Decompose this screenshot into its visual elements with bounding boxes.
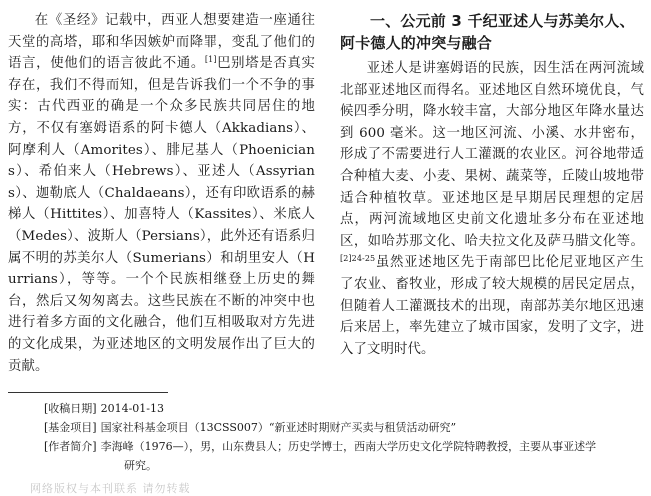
footnote-label: [基金项目] [44, 421, 97, 434]
footnote-author [8, 437, 644, 456]
bleed-through-text: 网络版权与本刊联系 请勿转载 [30, 482, 191, 495]
right-column [340, 10, 644, 360]
body-paragraph-assyria [340, 58, 644, 360]
paragraph-text: 虽然亚述地区先于南部巴比伦尼亚地区产生了农业、畜牧业，形成了较大规模的居民定居点，但随着人工灌溉技术的出现，南部苏美尔地区迅速后来居上，率先建立了城市国家，发明了文字，进入了文明时代。 [340, 255, 644, 357]
footnote-author-continuation: 研究。 [124, 459, 157, 472]
citation-ref[interactable]: [1] [204, 55, 217, 65]
footnote-label: [作者简介] [44, 440, 97, 453]
footnote-text: 李海峰（1976—），男，山东费县人；历史学博士，西南大学历史文化学院特聘教授，主要从事亚述学 [100, 440, 597, 453]
footnote-received-date [8, 399, 644, 418]
citation-ref[interactable]: [2]24-25 [340, 254, 376, 264]
footnote-divider [8, 392, 168, 393]
footnote-text: 2014-01-13 [100, 402, 165, 415]
section-heading: 一、公元前 3 千纪亚述人与苏美尔人、阿卡德人的冲突与融合 [340, 12, 635, 52]
body-paragraph-babel [8, 10, 315, 377]
paragraph-text: 巴别塔是否真实存在，我们不得而知，但是告诉我们一个不争的事实：古代西亚的确是一个众多民族共同居住的地方，不仅有塞姆语系的阿卡德人（Akkadians）、阿摩利人（Amorites）、腓尼基人（Phoenicians）、希伯来人（Hebrews）、亚述人（Assyrians）、迦勒底人（Chaldaeans），还有印欧语系的赫梯人（Hittites）、加喜特人（Kassites）、米底人（Medes）、波斯人（Persians），此外还有语系归属不明的苏美尔人（Sumerians）和胡里安人（Hurrians），等等。一个个民族相继登上历史的舞台，然后又匆匆离去。这些民族在不断的冲突中也进行着多方面的文化融合，他们互相吸取对方先进的文化成果，为亚述地区的文明发展作出了巨大的贡献。 [8, 56, 315, 374]
paragraph-text: 亚述人是讲塞姆语的民族，因生活在两河流域北部亚述地区而得名。亚述地区自然环境优良，气候四季分明，降水较丰富，大部分地区年降水量达到 600 毫米。这一地区河流、小溪、水井密布，形成了不需要进行人工灌溉的农业区。河谷地带适合种植大麦、小麦、果树、蔬菜等，丘陵山坡地带适合种植牧草。亚述地区是早期居民理想的定居点，两河流域地区史前文化遗址多分布在亚述地区，如哈苏那文化、哈夫拉文化及萨马腊文化等。 [340, 61, 644, 249]
footnotes [8, 392, 644, 475]
footnote-label: [收稿日期] [44, 402, 97, 415]
footnote-text: 国家社科基金项目（13CSS007）“新亚述时期财产买卖与租赁活动研究” [100, 421, 457, 434]
footnote-fund [8, 418, 644, 437]
paragraph-text: 在《圣经》记载中，西亚人想要建造一座通往天堂的高塔，耶和华因嫉妒而降罪，变乱了他们的语言，使他们的语言彼此不通。 [8, 13, 315, 72]
left-column [8, 10, 315, 377]
